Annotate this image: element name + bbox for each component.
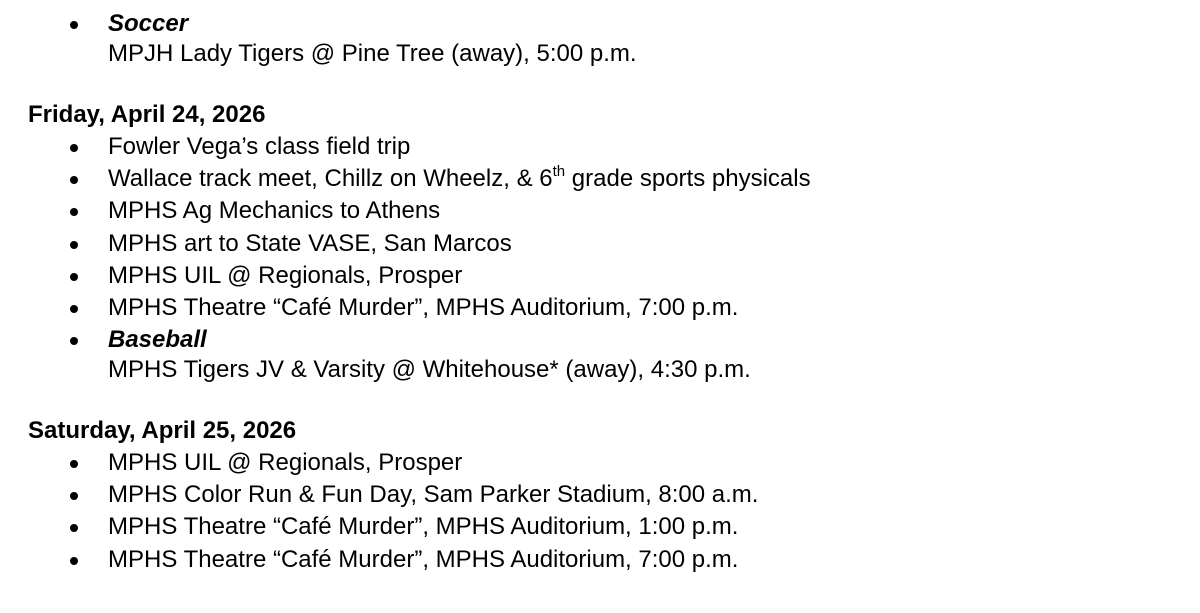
item-text: MPHS Ag Mechanics to Athens <box>108 197 441 224</box>
item-text: MPHS Theatre “Café Murder”, MPHS Auditorium, 1:00 p.m. <box>108 513 739 540</box>
list-item <box>0 544 1200 576</box>
item-text-start: Wallace track meet, Chillz on Wheelz, & 6 <box>108 165 553 192</box>
item-text: MPHS art to State VASE, San Marcos <box>108 230 512 257</box>
sport-detail: MPJH Lady Tigers @ Pine Tree (away), 5:00 p.m. <box>108 40 637 67</box>
list-item <box>0 479 1200 511</box>
bullet-icon <box>70 273 78 281</box>
list-item <box>0 260 1200 292</box>
list-item <box>0 131 1200 163</box>
list-item <box>0 228 1200 260</box>
bullet-icon <box>70 241 78 249</box>
item-text: MPHS UIL @ Regionals, Prosper <box>108 262 463 289</box>
ordinal-suffix: th <box>552 163 566 180</box>
item-text-end: grade sports physicals <box>565 165 811 192</box>
list-item <box>0 447 1200 479</box>
sport-title: Soccer <box>108 10 189 37</box>
item-text <box>108 163 811 195</box>
bullet-icon <box>70 21 78 29</box>
list-item-soccer <box>0 8 1200 40</box>
list-item <box>0 511 1200 543</box>
list-item <box>0 195 1200 227</box>
bullet-icon <box>70 337 78 345</box>
item-text: MPHS Color Run & Fun Day, Sam Parker Stadium, 8:00 a.m. <box>108 481 759 508</box>
bullet-icon <box>70 144 78 152</box>
list-item <box>0 292 1200 324</box>
bullet-icon <box>70 492 78 500</box>
list-item-baseball <box>0 324 1200 356</box>
bullet-icon <box>70 208 78 216</box>
list-item <box>0 163 1200 195</box>
item-text: MPHS Theatre “Café Murder”, MPHS Auditorium, 7:00 p.m. <box>108 294 739 321</box>
bullet-icon <box>70 176 78 184</box>
sport-detail: MPHS Tigers JV & Varsity @ Whitehouse* (away), 4:30 p.m. <box>108 356 751 383</box>
bullet-icon <box>70 305 78 313</box>
item-text: MPHS UIL @ Regionals, Prosper <box>108 449 463 476</box>
item-text: Fowler Vega’s class field trip <box>108 133 411 160</box>
bullet-icon <box>70 557 78 565</box>
day-heading-friday: Friday, April 24, 2026 <box>28 101 266 128</box>
bullet-icon <box>70 460 78 468</box>
sport-title: Baseball <box>108 326 207 353</box>
item-text: MPHS Theatre “Café Murder”, MPHS Auditorium, 7:00 p.m. <box>108 546 739 573</box>
bullet-icon <box>70 524 78 532</box>
day-heading-saturday: Saturday, April 25, 2026 <box>28 417 297 444</box>
